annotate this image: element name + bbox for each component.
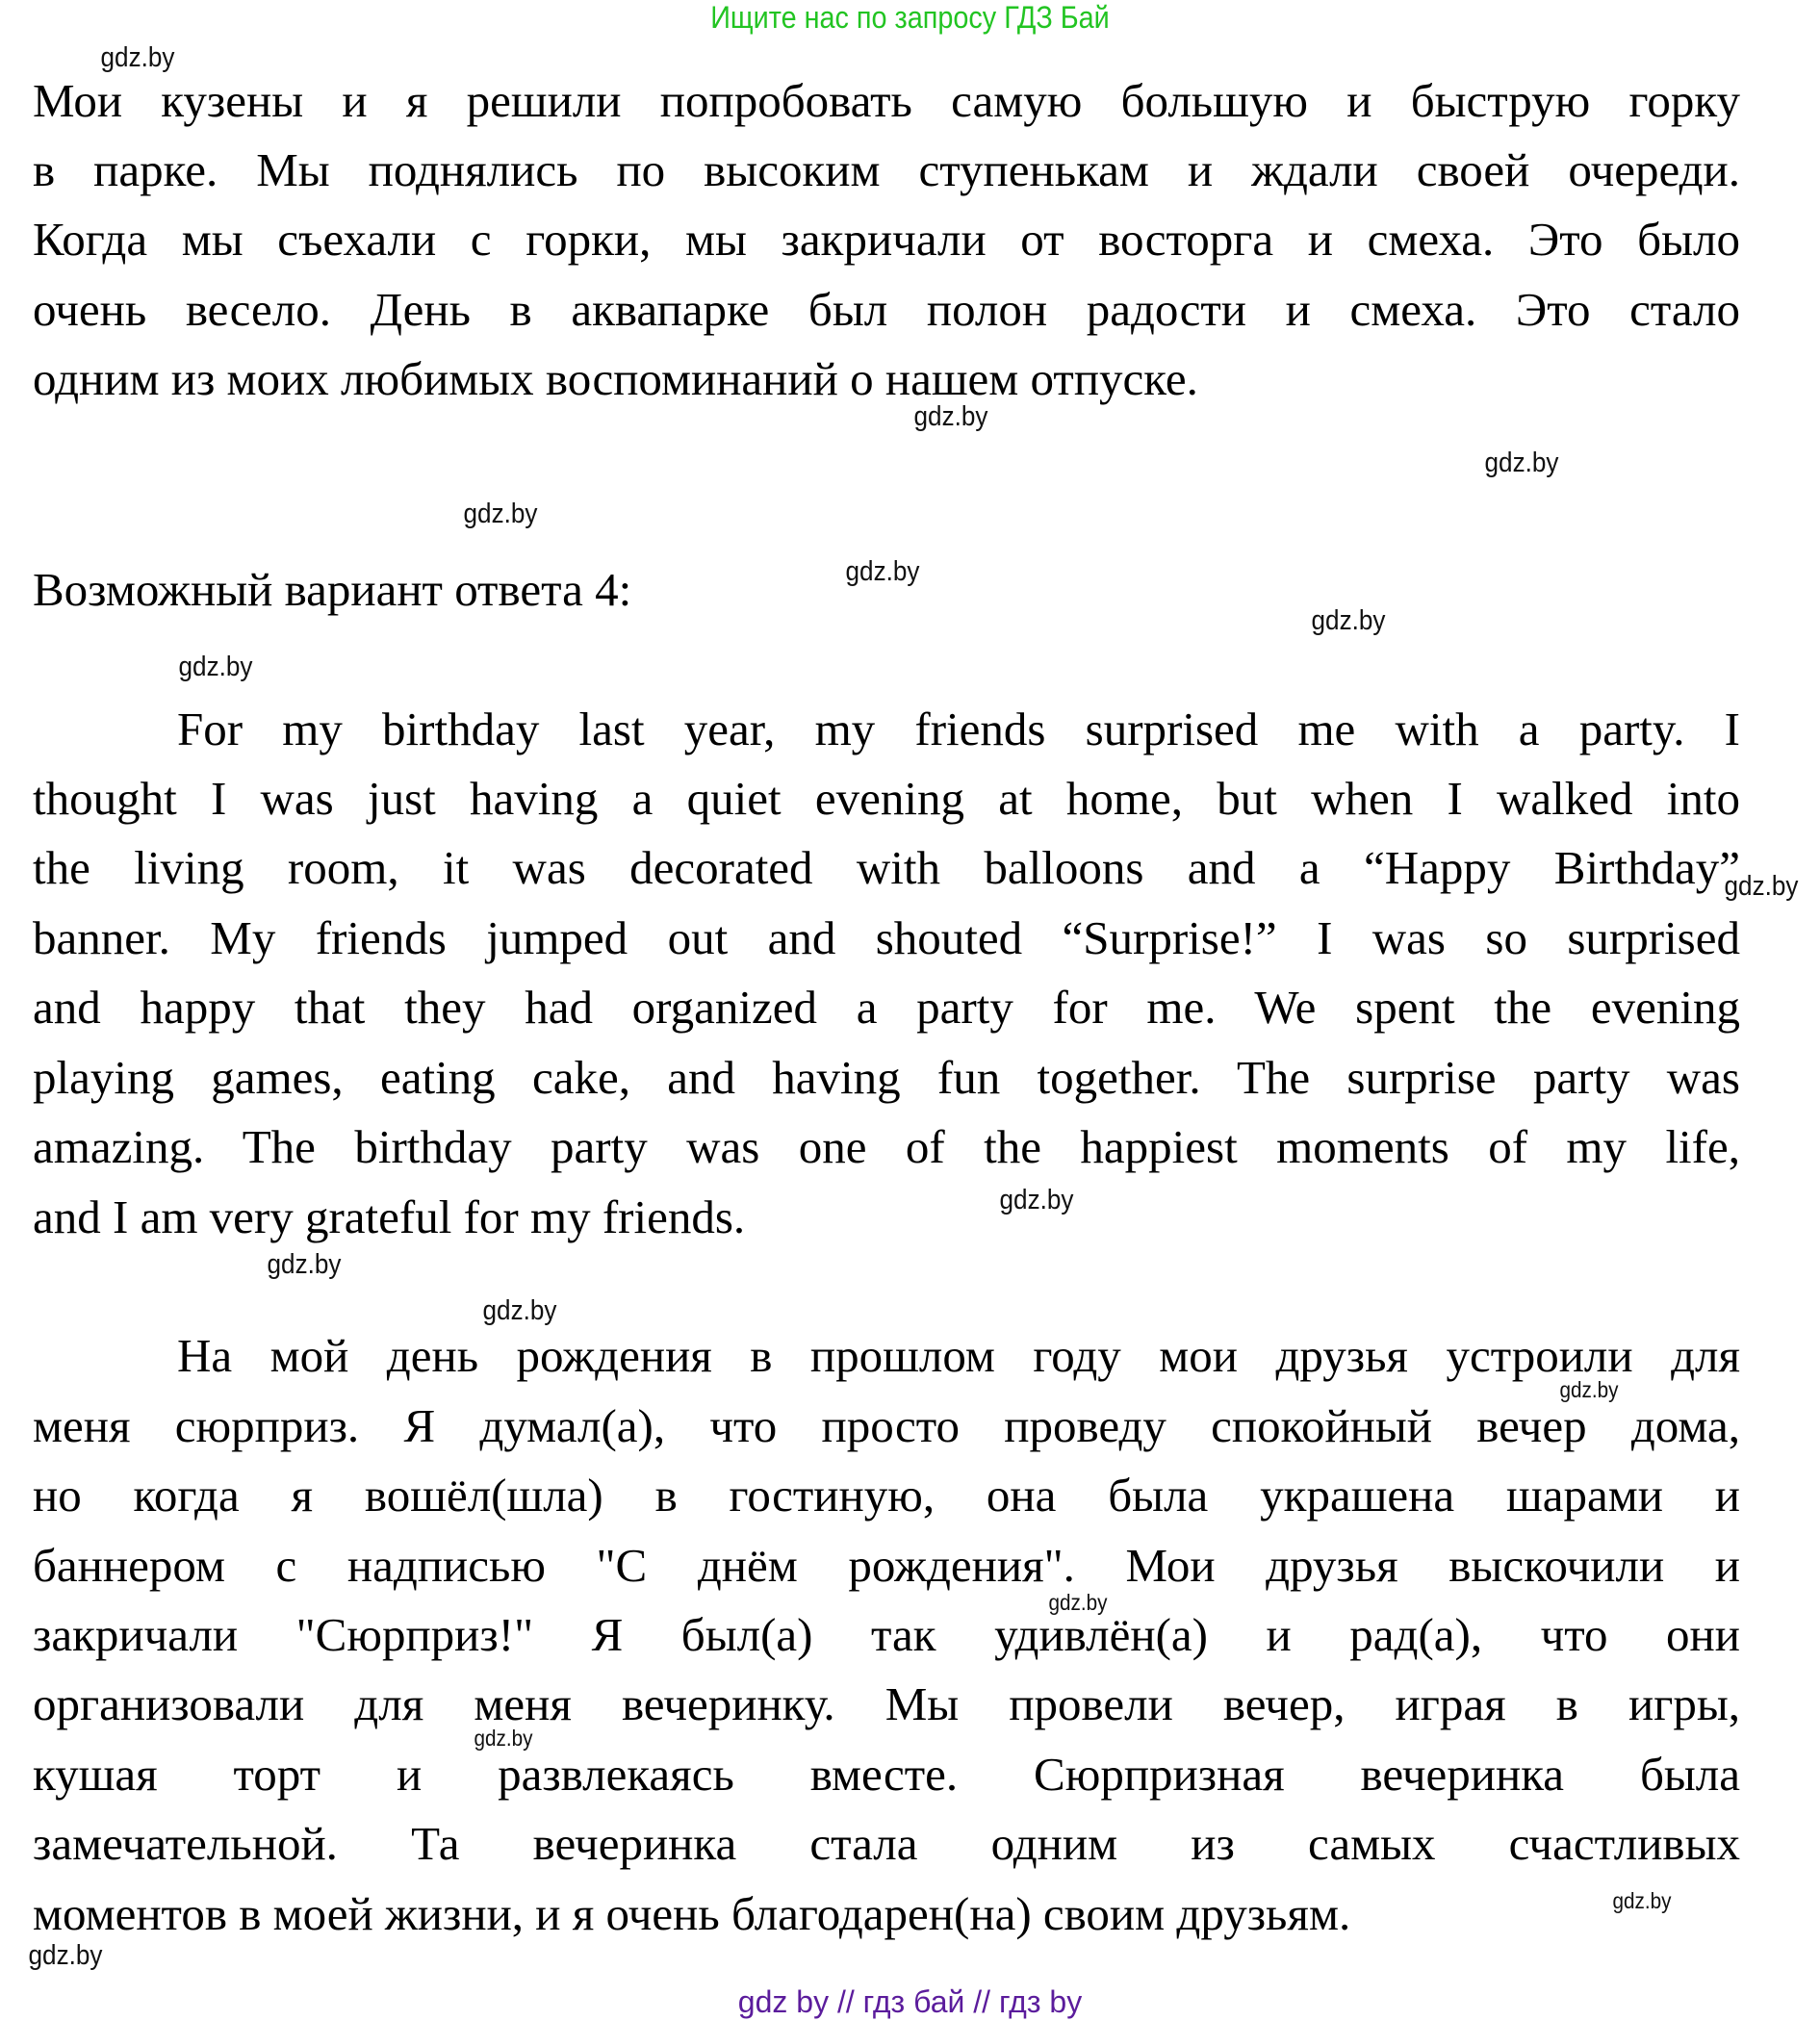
watermark: gdz.by xyxy=(1048,1590,1108,1615)
text-line: the living room, it was decorated with balloons and a “Happy Birthday” xyxy=(33,841,1740,894)
text-line: меня сюрприз. Я думал(а), что просто проведу спокойный вечер дома, xyxy=(33,1399,1740,1452)
text-line: Мои кузены и я решили попробовать самую большую и быструю горку xyxy=(33,74,1740,127)
watermark: gdz.by xyxy=(999,1185,1074,1215)
text-line: На мой день рождения в прошлом году мои друзья устроили для xyxy=(177,1329,1740,1382)
footer-links: gdz by // гдз бай // гдз by xyxy=(737,1984,1083,2019)
text-line: banner. My friends jumped out and shouted “Surprise!” I was so surprised xyxy=(33,911,1740,964)
watermark: gdz.by xyxy=(1311,605,1386,636)
watermark: gdz.by xyxy=(100,42,175,73)
watermark: gdz.by xyxy=(845,556,920,587)
watermark: gdz.by xyxy=(913,401,988,432)
search-hint-banner: Ищите нас по запросу ГДЗ Бай xyxy=(710,0,1110,35)
text-line: Когда мы съехали с горки, мы закричали от восторга и смеха. Это было xyxy=(33,213,1740,266)
text-line: но когда я вошёл(шла) в гостиную, она была украшена шарами и xyxy=(33,1469,1740,1522)
watermark: gdz.by xyxy=(1484,448,1559,478)
text-line: кушая торт и развлекаясь вместе. Сюрпризная вечеринка была xyxy=(33,1748,1740,1801)
text-line: замечательной. Та вечеринка стала одним из самых счастливых xyxy=(33,1817,1740,1870)
watermark: gdz.by xyxy=(178,652,253,682)
text-line: amazing. The birthday party was one of the happiest moments of my life, xyxy=(33,1120,1740,1173)
watermark: gdz.by xyxy=(474,1726,533,1751)
text-line: For my birthday last year, my friends surprised me with a party. I xyxy=(177,703,1740,755)
text-line: playing games, eating cake, and having fun together. The surprise party was xyxy=(33,1051,1740,1104)
text-line: закричали "Сюрприз!" Я был(а) так удивлён(а) и рад(а), что они xyxy=(33,1608,1740,1661)
text-line: в парке. Мы поднялись по высоким ступенькам и ждали своей очереди. xyxy=(33,143,1740,196)
text-line: очень весело. День в аквапарке был полон радости и смеха. Это стало xyxy=(33,283,1740,336)
text-line: одним из моих любимых воспоминаний о нашем отпуске. xyxy=(33,352,1198,405)
watermark: gdz.by xyxy=(1724,871,1799,902)
watermark: gdz.by xyxy=(482,1295,557,1326)
text-line: моментов в моей жизни, и я очень благодарен(на) своим друзьям. xyxy=(33,1887,1351,1940)
watermark: gdz.by xyxy=(1612,1888,1672,1913)
answer-heading: Возможный вариант ответа 4: xyxy=(33,563,632,616)
watermark: gdz.by xyxy=(463,499,538,529)
text-line: and happy that they had organized a party for me. We spent the evening xyxy=(33,981,1740,1034)
watermark: gdz.by xyxy=(1559,1377,1619,1402)
watermark: gdz.by xyxy=(28,1940,103,1971)
watermark: gdz.by xyxy=(267,1249,342,1280)
text-line: thought I was just having a quiet evening at home, but when I walked into xyxy=(33,772,1740,825)
text-line: and I am very grateful for my friends. xyxy=(33,1190,746,1243)
text-line: баннером с надписью "С днём рождения". Мои друзья выскочили и xyxy=(33,1539,1740,1592)
text-line: организовали для меня вечеринку. Мы провели вечер, играя в игры, xyxy=(33,1677,1740,1730)
